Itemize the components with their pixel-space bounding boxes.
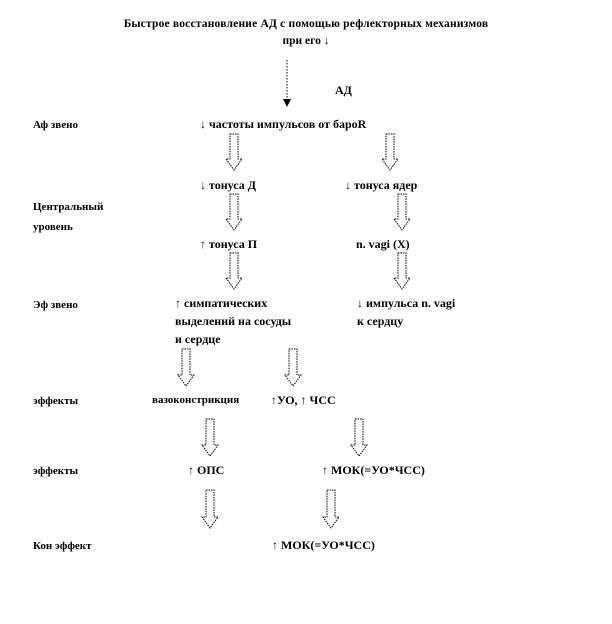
- hollow-arrow-af-to-nuclei: [382, 134, 398, 170]
- node-tone-nuclei: ↓ тонуса ядер: [345, 178, 418, 192]
- node-ops: ↑ ОПС: [188, 463, 225, 477]
- diagram-title-line1: Быстрое восстановление АД с помощью рефлекторных механизмов: [123, 18, 489, 30]
- row-label-effects-2: эффекты: [33, 465, 79, 477]
- hollow-arrow-ops-to-final: [202, 490, 218, 528]
- row-label-central-2: уровень: [33, 221, 73, 233]
- hollow-arrow-symp-to-uo: [285, 349, 301, 386]
- row-label-central-1: Центральный: [33, 201, 104, 213]
- hollow-arrow-symp-to-vaso: [178, 349, 194, 386]
- node-baro-impulses: ↓ частоты импульсов от бароR: [200, 117, 367, 131]
- node-n-vagi: n. vagi (X): [356, 237, 410, 251]
- hollow-arrow-p-to-symp: [226, 253, 242, 289]
- node-mok: ↑ МОК(=УО*ЧСС): [322, 463, 425, 477]
- node-final-mok: ↑ МОК(=УО*ЧСС): [272, 538, 375, 552]
- row-label-ef: Эф звено: [33, 299, 78, 311]
- hollow-arrow-nuclei-to-vagi: [394, 194, 410, 230]
- node-ad: АД: [335, 83, 352, 97]
- hollow-arrow-vaso-to-ops: [202, 419, 218, 456]
- row-label-af: Аф звено: [33, 119, 78, 131]
- node-vagus-impulse-line2: к сердцу: [357, 314, 404, 328]
- node-tone-p: ↑ тонуса П: [200, 237, 258, 251]
- hollow-arrow-uo-to-mok: [351, 419, 367, 456]
- hollow-arrow-d-to-p: [226, 194, 242, 230]
- diagram-title-line2: при его ↓: [282, 35, 330, 47]
- row-label-effects-1: эффекты: [33, 395, 79, 407]
- hollow-arrow-vagi-to-impulse: [394, 253, 410, 289]
- node-sympathetic-line2: выделений на сосуды: [175, 314, 292, 328]
- node-sympathetic-line1: ↑ симпатических: [175, 296, 268, 310]
- node-sympathetic-line3: и сердце: [175, 332, 221, 346]
- node-vasoconstriction: вазоконстрикция: [152, 394, 240, 406]
- hollow-arrow-mok-to-final: [323, 490, 339, 528]
- hollow-arrow-af-to-d: [226, 134, 242, 170]
- node-tone-d: ↓ тонуса Д: [200, 178, 257, 192]
- node-uo-chss: ↑УО, ↑ ЧСС: [271, 393, 336, 407]
- node-vagus-impulse-line1: ↓ импульса n. vagi: [357, 296, 456, 310]
- row-label-final: Кон эффект: [33, 540, 92, 552]
